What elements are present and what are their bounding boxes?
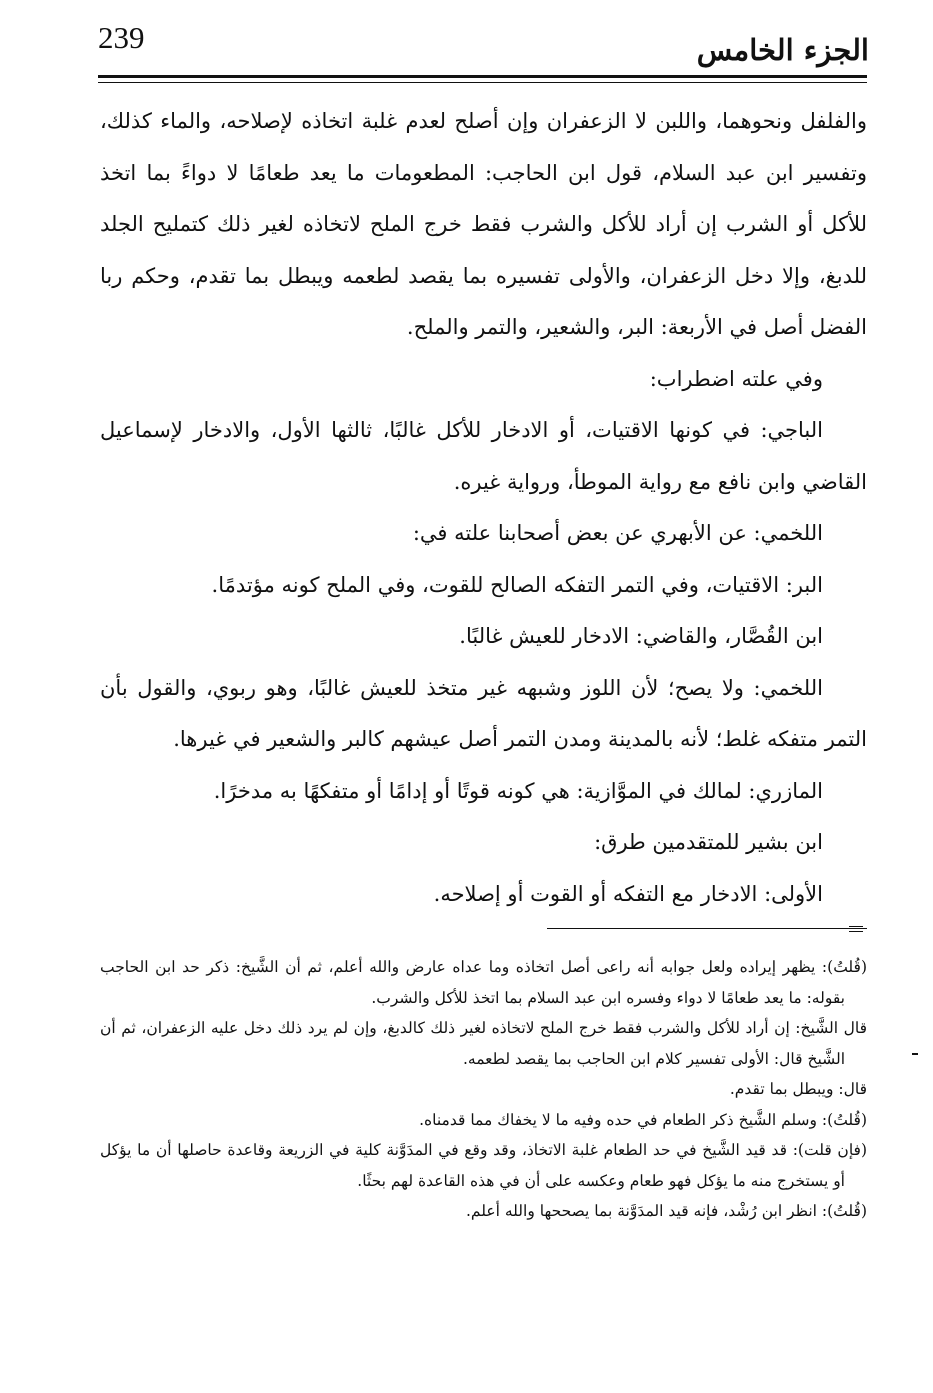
margin-mark <box>912 1053 918 1055</box>
paragraph: ابن القُصَّار، والقاضي: الادخار للعيش غالبًا. <box>459 624 823 648</box>
footnote: قال: ويبطل بما تقدم. <box>729 1080 867 1098</box>
running-head: الجزء الخامس <box>696 33 869 67</box>
footnote: (قُلتُ): وسلم الشَّيخ ذكر الطعام في حده وفيه ما لا يخفاك مما قدمناه. <box>419 1110 867 1129</box>
page-number: 239 <box>98 20 145 55</box>
paragraph: اللخمي: عن الأبهري عن بعض أصحابنا علته في: <box>412 521 823 545</box>
footnotes <box>100 952 867 1227</box>
footnote: (قُلتُ): يظهر إيراده ولعل جوابه أنه راعى أصل اتخاذه وما عداه عارض والله أعلم، ثم أن الشَّيخ: ذكر حد ابن الحاجب بقوله: ما يعد طعامًا لا دواء وفسره ابن عبد السلام بما اتخذ للأكل والشرب. <box>100 958 867 1007</box>
paragraph: البر: الاقتيات، وفي التمر التفكه الصالح للقوت، وفي الملح كونه مؤتدمًا. <box>211 572 823 597</box>
paragraph: الباجي: في كونها الاقتيات، أو الادخار للأكل غالبًا، ثالثها الأول، والادخار لإسماعيل القاضي وابن نافع مع رواية الموطأ، ورواية غيره. <box>100 418 867 494</box>
paragraph: وفي علته اضطراب: <box>649 366 823 391</box>
footnote-mark <box>849 926 863 936</box>
footnote: (قُلتُ): انظر ابن رُشْد، فإنه قيد المدَوَّنة بما يصححها والله أعلم. <box>466 1202 867 1220</box>
header-rule-thick <box>98 75 867 78</box>
paragraph: المازري: لمالك في الموَّازية: هي كونه قوتًا أو إدامًا أو متفكهًا به مدخرًا. <box>213 778 823 803</box>
header-rule-thin <box>98 82 867 83</box>
footnote: (فإن قلت): قد قيد الشَّيخ في حد الطعام غلبة الاتخاذ، وقد وقع في المدَوَّنة كلية في الزريعة وقاعدة حاصلها أن ما يؤكل أو يستخرج منه ما يؤكل فهو طعام وعكسه على أن في هذه القاعدة لهم بحثًا. <box>100 1141 867 1190</box>
paragraph: ابن بشير للمتقدمين طرق: <box>594 830 823 854</box>
paragraph: والفلفل ونحوهما، واللبن لا الزعفران وإن أصلح لعدم غلبة اتخاذه لإصلاحه، والماء كذلك، وتفسير ابن عبد السلام، قول ابن الحاجب: المطعومات ما يعد طعامًا لا دواءً بما اتخذ للأكل أو الشرب إن أراد للأكل والشرب فقط خرج الملح لاتخاذه لغير ذلك كتمليح الجلد للدبغ، وإلا دخل الزعفران، والأولى تفسيره بما يقصد لطعمه ويبطل بما تقدم، وحكم ربا الفضل أصل في الأربعة: البر، والشعير، والتمر والملح. <box>100 109 867 339</box>
footnote-separator <box>547 928 867 929</box>
paragraph: الأولى: الادخار مع التفكه أو القوت أو إصلاحه. <box>433 881 823 906</box>
footnote: قال الشَّيخ: إن أراد للأكل والشرب فقط خرج الملح لاتخاذه لغير ذلك كالدبغ، وإن لم يرد ذلك دخل عليه الزعفران، ثم أن الشَّيخ قال: الأولى تفسير كلام ابن الحاجب بما يقصد لطعمه. <box>100 1019 867 1068</box>
paragraph: اللخمي: ولا يصح؛ لأن اللوز وشبهه غير متخذ للعيش غالبًا، وهو ربوي، والقول بأن التمر متفكه غلط؛ لأنه بالمدينة ومدن التمر أصل عيشهم كالبر والشعير في غيرها. <box>100 675 867 751</box>
main-text <box>100 96 867 920</box>
